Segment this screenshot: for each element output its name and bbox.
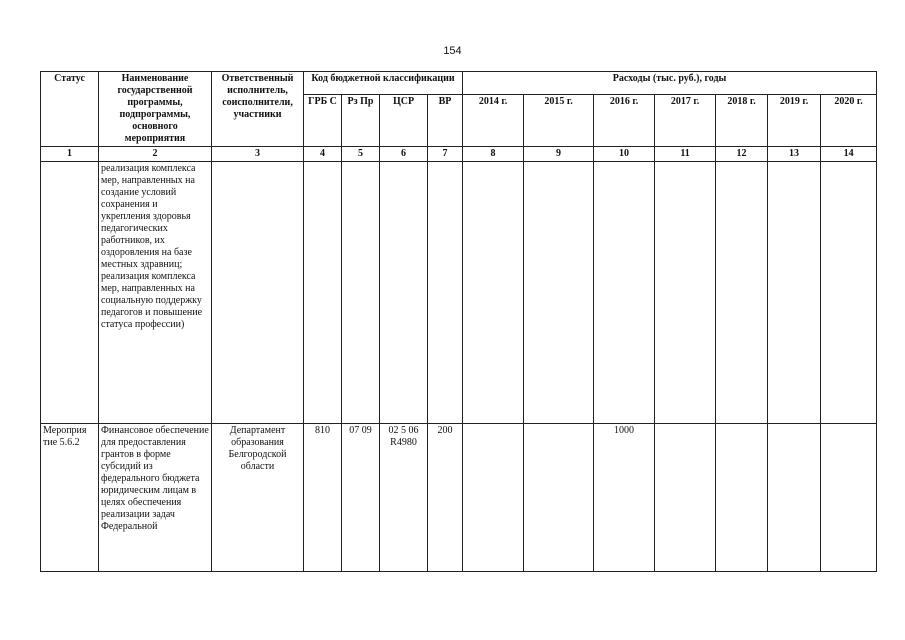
column-number: 4 <box>304 147 342 162</box>
column-number: 2 <box>99 147 212 162</box>
header-year-2014: 2014 г. <box>463 95 524 147</box>
row-2018 <box>716 162 768 424</box>
row-2015 <box>524 424 594 572</box>
row-2016 <box>594 162 655 424</box>
header-year-2016: 2016 г. <box>594 95 655 147</box>
row-2019 <box>768 424 821 572</box>
row-executor <box>212 162 304 424</box>
column-number: 8 <box>463 147 524 162</box>
column-number: 9 <box>524 147 594 162</box>
header-year-2018: 2018 г. <box>716 95 768 147</box>
column-number: 5 <box>342 147 380 162</box>
row-2020 <box>821 424 877 572</box>
row-name: Финансовое обеспечение для предоставления грантов в форме субсидий из федерального бюджета юридическим лицам в целях обеспечения реализации задач Федеральной <box>99 424 212 572</box>
row-csr: 02 5 06 R4980 <box>380 424 428 572</box>
row-2020 <box>821 162 877 424</box>
row-vr: 200 <box>428 424 463 572</box>
header-expenses: Расходы (тыс. руб.), годы <box>463 72 877 95</box>
header-rzpr: Рз Пр <box>342 95 380 147</box>
row-rzpr <box>342 162 380 424</box>
column-number: 7 <box>428 147 463 162</box>
row-grbs <box>304 162 342 424</box>
header-executor: Ответственный исполнитель, соисполнители, участники <box>212 72 304 147</box>
header-status: Статус <box>41 72 99 147</box>
row-executor: Департамент образования Белгородской области <box>212 424 304 572</box>
header-year-2017: 2017 г. <box>655 95 716 147</box>
column-number: 14 <box>821 147 877 162</box>
row-name: реализация комплекса мер, направленных на создание условий сохранения и укрепления здоровья педагогических работников, их оздоровления на базе местных здравниц; реализация комплекса мер, направленных на социальную поддержку педагогов и повышение статуса профессии) <box>99 162 212 424</box>
row-vr <box>428 162 463 424</box>
row-2017 <box>655 162 716 424</box>
page-number: 154 <box>443 45 462 57</box>
column-number: 6 <box>380 147 428 162</box>
budget-table <box>40 71 877 572</box>
table-row <box>41 424 877 572</box>
column-number: 3 <box>212 147 304 162</box>
header-grbs: ГРБ С <box>304 95 342 147</box>
row-status: Мероприя тие 5.6.2 <box>41 424 99 572</box>
row-2014 <box>463 424 524 572</box>
row-2017 <box>655 424 716 572</box>
row-2019 <box>768 162 821 424</box>
column-number-row <box>41 147 877 162</box>
table-row <box>41 162 877 424</box>
row-2018 <box>716 424 768 572</box>
header-name: Наименование государственной программы, подпрограммы, основного мероприятия <box>99 72 212 147</box>
header-row-1 <box>41 72 877 95</box>
header-year-2020: 2020 г. <box>821 95 877 147</box>
row-2014 <box>463 162 524 424</box>
row-rzpr: 07 09 <box>342 424 380 572</box>
column-number: 1 <box>41 147 99 162</box>
row-2015 <box>524 162 594 424</box>
header-year-2015: 2015 г. <box>524 95 594 147</box>
row-csr <box>380 162 428 424</box>
column-number: 13 <box>768 147 821 162</box>
row-status <box>41 162 99 424</box>
column-number: 12 <box>716 147 768 162</box>
header-budget-code: Код бюджетной классификации <box>304 72 463 95</box>
column-number: 11 <box>655 147 716 162</box>
row-grbs: 810 <box>304 424 342 572</box>
row-2016: 1000 <box>594 424 655 572</box>
header-csr: ЦСР <box>380 95 428 147</box>
column-number: 10 <box>594 147 655 162</box>
header-year-2019: 2019 г. <box>768 95 821 147</box>
header-vr: ВР <box>428 95 463 147</box>
